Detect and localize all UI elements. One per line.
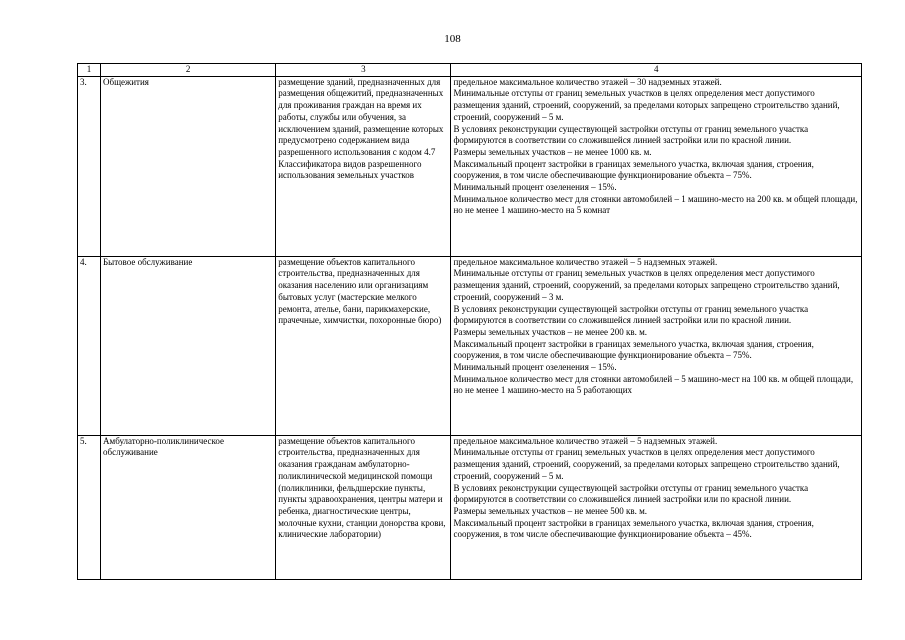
parameter-line: Минимальные отступы от границ земельных участков в целях определения мест допустимого размещения зданий, строений, сооружений, за пределами которых запрещено строительство зданий, строений, сооружений – 5 м. [453, 447, 840, 481]
parameter-line: Минимальный процент озеленения – 15%. [453, 362, 617, 373]
parameter-line: Размеры земельных участков – не менее 1000 кв. м. [453, 146, 652, 157]
use-description: размещение объектов капитального строительства, предназначенных для оказания гражданам амбулаторно-поликлинической медицинской помощи (поликлиники, фельдшерские пункты, пункты здравоохранения, центры матери и ребенка, диагностические центры, молочные кухни, станции донорства крови, клинические лаборатории) [276, 435, 451, 579]
parameter-line: Максимальный процент застройки в границах земельного участка, включая здания, строения, сооружения, в том числе обеспечивающие функционирование объекта – 75%. [453, 338, 814, 361]
use-parameters [451, 435, 862, 579]
use-name: Общежития [101, 76, 276, 256]
header-cell: 2 [101, 64, 276, 77]
parameter-line: Максимальный процент застройки в границах земельного участка, включая здания, строения, сооружения, в том числе обеспечивающие функционирование объекта – 75%. [453, 158, 814, 181]
parameter-line: Минимальные отступы от границ земельных участков в целях определения мест допустимого размещения зданий, строений, сооружений, за пределами которых запрещено строительство зданий, строений, сооружений – 3 м. [453, 268, 840, 302]
row-number: 4. [78, 256, 101, 435]
page-number: 108 [444, 33, 461, 45]
row-number: 3. [78, 76, 101, 256]
use-description: размещение зданий, предназначенных для размещения общежитий, предназначенных для проживания граждан на время их работы, службы или обучения, за исключением зданий, размещение которых предусмотрено содержанием вида разрешенного использования с кодом 4.7 Классификатора видов разрешенного использования земельных участков [276, 76, 451, 256]
parameter-line: В условиях реконструкции существующей застройки отступы от границ земельного участка формируются в соответствии со сложившейся линией застройки или по красной линии. [453, 303, 809, 326]
table-header-row [78, 64, 862, 77]
table-row [78, 435, 862, 579]
table-row [78, 256, 862, 435]
row-number: 5. [78, 435, 101, 579]
parameter-line: В условиях реконструкции существующей застройки отступы от границ земельного участка формируются в соответствии со сложившейся линией застройки или по красной линии. [453, 123, 809, 146]
table-row [78, 76, 862, 256]
parameter-line: Размеры земельных участков – не менее 200 кв. м. [453, 326, 648, 337]
use-parameters [451, 256, 862, 435]
parameter-line: предельное максимальное количество этажей – 5 надземных этажей. [453, 256, 718, 267]
use-parameters [451, 76, 862, 256]
use-name: Амбулаторно-поликлиническое обслуживание [101, 435, 276, 579]
parameter-line: В условиях реконструкции существующей застройки отступы от границ земельного участка формируются в соответствии со сложившейся линией застройки или по красной линии. [453, 482, 809, 505]
parameter-line: Минимальные отступы от границ земельных участков в целях определения мест допустимого размещения зданий, строений, сооружений, за пределами которых запрещено строительство зданий, строений, сооружений – 5 м. [453, 88, 840, 122]
parameter-line: Минимальное количество мест для стоянки автомобилей – 1 машино-место на 200 кв. м общей площади, но не менее 1 машино-место на 5 комнат [453, 193, 858, 216]
parameter-line: Минимальный процент озеленения – 15%. [453, 182, 617, 193]
header-cell: 4 [451, 64, 862, 77]
parameter-line: предельное максимальное количество этажей – 30 надземных этажей. [453, 76, 722, 87]
zoning-table [77, 63, 862, 580]
parameter-line: предельное максимальное количество этажей – 5 надземных этажей. [453, 435, 718, 446]
parameter-line: Минимальное количество мест для стоянки автомобилей – 5 машино-мест на 100 кв. м общей площади, но не менее 1 машино-место на 5 работающих [453, 373, 854, 396]
header-cell: 3 [276, 64, 451, 77]
parameter-line: Максимальный процент застройки в границах земельного участка, включая здания, строения, сооружения, в том числе обеспечивающие функционирование объекта – 45%. [453, 517, 814, 540]
use-description: размещение объектов капитального строительства, предназначенных для оказания населению или организациям бытовых услуг (мастерские мелкого ремонта, ателье, бани, парикмахерские, прачечные, химчистки, похоронные бюро) [276, 256, 451, 435]
use-name: Бытовое обслуживание [101, 256, 276, 435]
parameter-line: Размеры земельных участков – не менее 500 кв. м. [453, 505, 648, 516]
header-cell: 1 [78, 64, 101, 77]
